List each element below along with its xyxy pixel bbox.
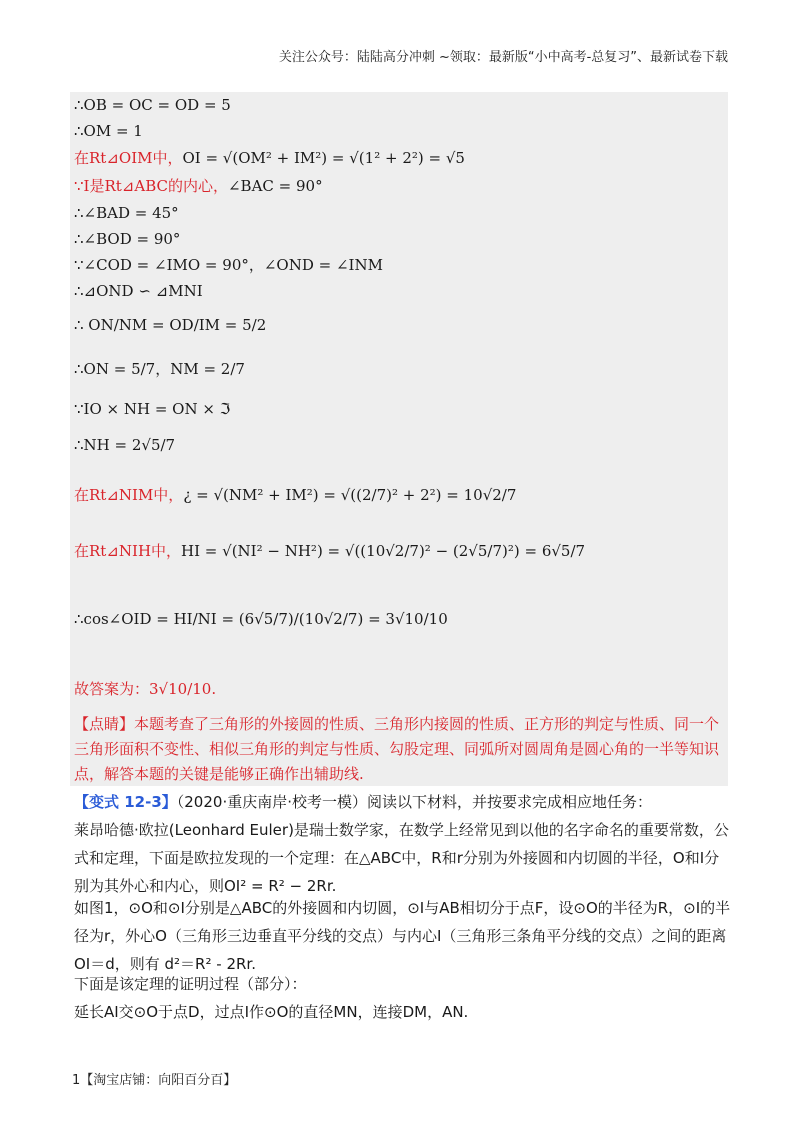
step-7: ∵∠COD = ∠IMO = 90°，∠OND = ∠INM xyxy=(74,256,383,274)
step-5: ∴∠BAD = 45° xyxy=(74,204,179,222)
step-13 xyxy=(74,488,516,503)
step-3-expr: OI = √(OM² + IM²) = √(1² + 2²) = √5 xyxy=(182,149,465,167)
step-14-expr: HI = √(NI² − NH²) = √((10√2/7)² − (2√5/7)²) = 6√5/7 xyxy=(181,542,586,560)
step-16 xyxy=(74,682,216,697)
step-13-prefix: 在Rt⊿NIM中， xyxy=(74,486,184,504)
page-footer: 1【淘宝店铺：向阳百分百】 xyxy=(72,1073,237,1088)
step-13-expr: ¿ = √(NM² + IM²) = √((2/7)² + 2²) = 10√2/7 xyxy=(183,486,517,504)
step-4-prefix: ∵I是Rt⊿ABC的内心， xyxy=(74,177,228,195)
variant-heading xyxy=(74,788,734,816)
step-11: ∵IO × NH = ON × ℑ xyxy=(74,400,231,418)
step-14-prefix: 在Rt⊿NIH中， xyxy=(74,542,182,560)
step-4 xyxy=(74,179,323,194)
step-3 xyxy=(74,151,465,166)
step-3-prefix: 在Rt⊿OIM中， xyxy=(74,149,183,167)
variant-paragraph-2: 如图1，⊙O和⊙I分别是△ABC的外接圆和内切圆，⊙I与AB相切分于点F，设⊙O的半径为R，⊙I的半径为r，外心O（三角形三边垂直平分线的交点）与内心I（三角形三条角平分线的交点）之间的距离OI＝d，则有 d²＝R² - 2Rr. xyxy=(74,899,731,973)
step-8: ∴⊿OND ∽ ⊿MNI xyxy=(74,282,203,300)
variant-paragraph-4: 延长AI交⊙O于点D，过点I作⊙O的直径MN，连接DM，AN. xyxy=(74,1003,469,1021)
step-4-expr: ∠BAC = 90° xyxy=(227,177,323,195)
step-15: ∴cos∠OID = HI/NI = (6√5/7)/(10√2/7) = 3√10/10 xyxy=(74,610,448,628)
variant-paragraph-1: 莱昂哈德·欧拉(Leonhard Euler)是瑞士数学家，在数学上经常见到以他的名字命名的重要常数，公式和定理，下面是欧拉发现的一个定理：在△ABC中，R和r分别为外接圆和内切圆的半径，O和I分别为其外心和内心，则OI² = R² − 2Rr. xyxy=(74,821,729,895)
key-point-note xyxy=(74,712,728,787)
step-6: ∴∠BOD = 90° xyxy=(74,230,181,248)
variant-label: 【变式 12-3】 xyxy=(74,793,177,811)
step-1: ∴OB = OC = OD = 5 xyxy=(74,96,231,114)
step-10: ∴ON = 5/7，NM = 2/7 xyxy=(74,360,245,378)
key-point-text: 本题考查了三角形的外接圆的性质、三角形内接圆的性质、正方形的判定与性质、同一个三角形面积不变性、相似三角形的判定与性质、勾股定理、同弧所对圆周角是圆心角的一半等知识点，解答本题的关键是能够正确作出辅助线. xyxy=(74,715,720,783)
step-14 xyxy=(74,544,585,559)
page-header: 关注公众号：陆陆高分冲刺 ~领取：最新版“小中高考-总复习”、最新试卷下载 xyxy=(278,50,728,65)
key-point-label: 【点睛】 xyxy=(74,715,135,733)
step-9: ∴ ON/NM = OD/IM = 5/2 xyxy=(74,316,267,334)
step-2: ∴OM = 1 xyxy=(74,122,143,140)
variant-paragraph-3: 下面是该定理的证明过程（部分）： xyxy=(74,975,307,993)
answer-prefix: 故答案为： xyxy=(74,680,150,698)
variant-source: （2020·重庆南岸·校考一模）阅读以下材料，并按要求完成相应地任务： xyxy=(176,793,652,811)
answer-expr: 3√10/10. xyxy=(149,680,217,698)
step-12: ∴NH = 2√5/7 xyxy=(74,436,176,454)
